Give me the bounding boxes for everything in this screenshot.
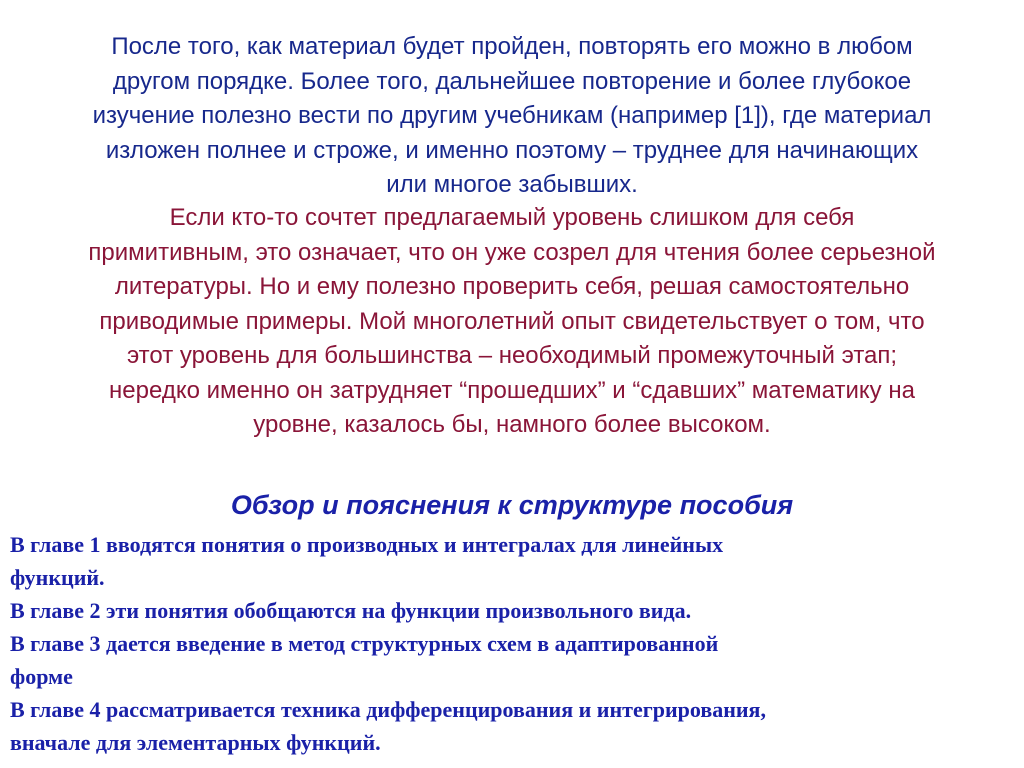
note-line: приводимые примеры. Мой многолетний опыт свидетельствует о том, что	[99, 307, 925, 335]
chapter-line: В главе 1 вводятся понятия о производных и интегралах для линейных	[10, 532, 724, 557]
overview-heading: Обзор и пояснения к структуре пособия	[230, 490, 794, 520]
chapter-line: В главе 2 эти понятия обобщаются на функции произвольного вида.	[10, 598, 692, 623]
chapter-line: В главе 3 дается введение в метод структурных схем в адаптированной	[10, 631, 719, 656]
chapter-item	[10, 594, 1014, 627]
note-line: нередко именно он затрудняет “прошедших” и “сдавших” математику на	[109, 376, 915, 404]
intro-line: или многое забывших.	[386, 171, 638, 198]
note-line: Если кто-то сочтет предлагаемый уровень слишком для себя	[169, 204, 855, 231]
chapter-item	[10, 528, 1014, 594]
intro-line: изложен полнее и строже, и именно поэтому – труднее для начинающих	[105, 136, 919, 164]
chapter-line: вначале для элементарных функций.	[10, 730, 381, 755]
chapter-line: функций.	[10, 565, 105, 590]
chapter-list	[10, 528, 1014, 759]
chapter-line: форме	[10, 664, 73, 689]
intro-paragraph	[10, 30, 1014, 203]
note-line: уровне, казалось бы, намного более высоком.	[253, 411, 771, 438]
intro-line: другом порядке. Более того, дальнейшее повторение и более глубокое	[112, 67, 912, 95]
intro-line: изучение полезно вести по другим учебникам (например [1]), где материал	[92, 102, 932, 129]
chapter-line: В главе 4 рассматривается техника дифференцирования и интегрирования,	[10, 697, 766, 722]
note-line: примитивным, это означает, что он уже созрел для чтения более серьезной	[88, 238, 936, 266]
note-line: этот уровень для большинства – необходимый промежуточный этап;	[126, 342, 898, 369]
chapter-item	[10, 627, 1014, 693]
chapter-item	[10, 693, 1014, 759]
note-paragraph	[6, 201, 1018, 443]
note-line: литературы. Но и ему полезно проверить себя, решая самостоятельно	[114, 273, 910, 300]
intro-line: После того, как материал будет пройден, повторять его можно в любом	[111, 33, 913, 60]
